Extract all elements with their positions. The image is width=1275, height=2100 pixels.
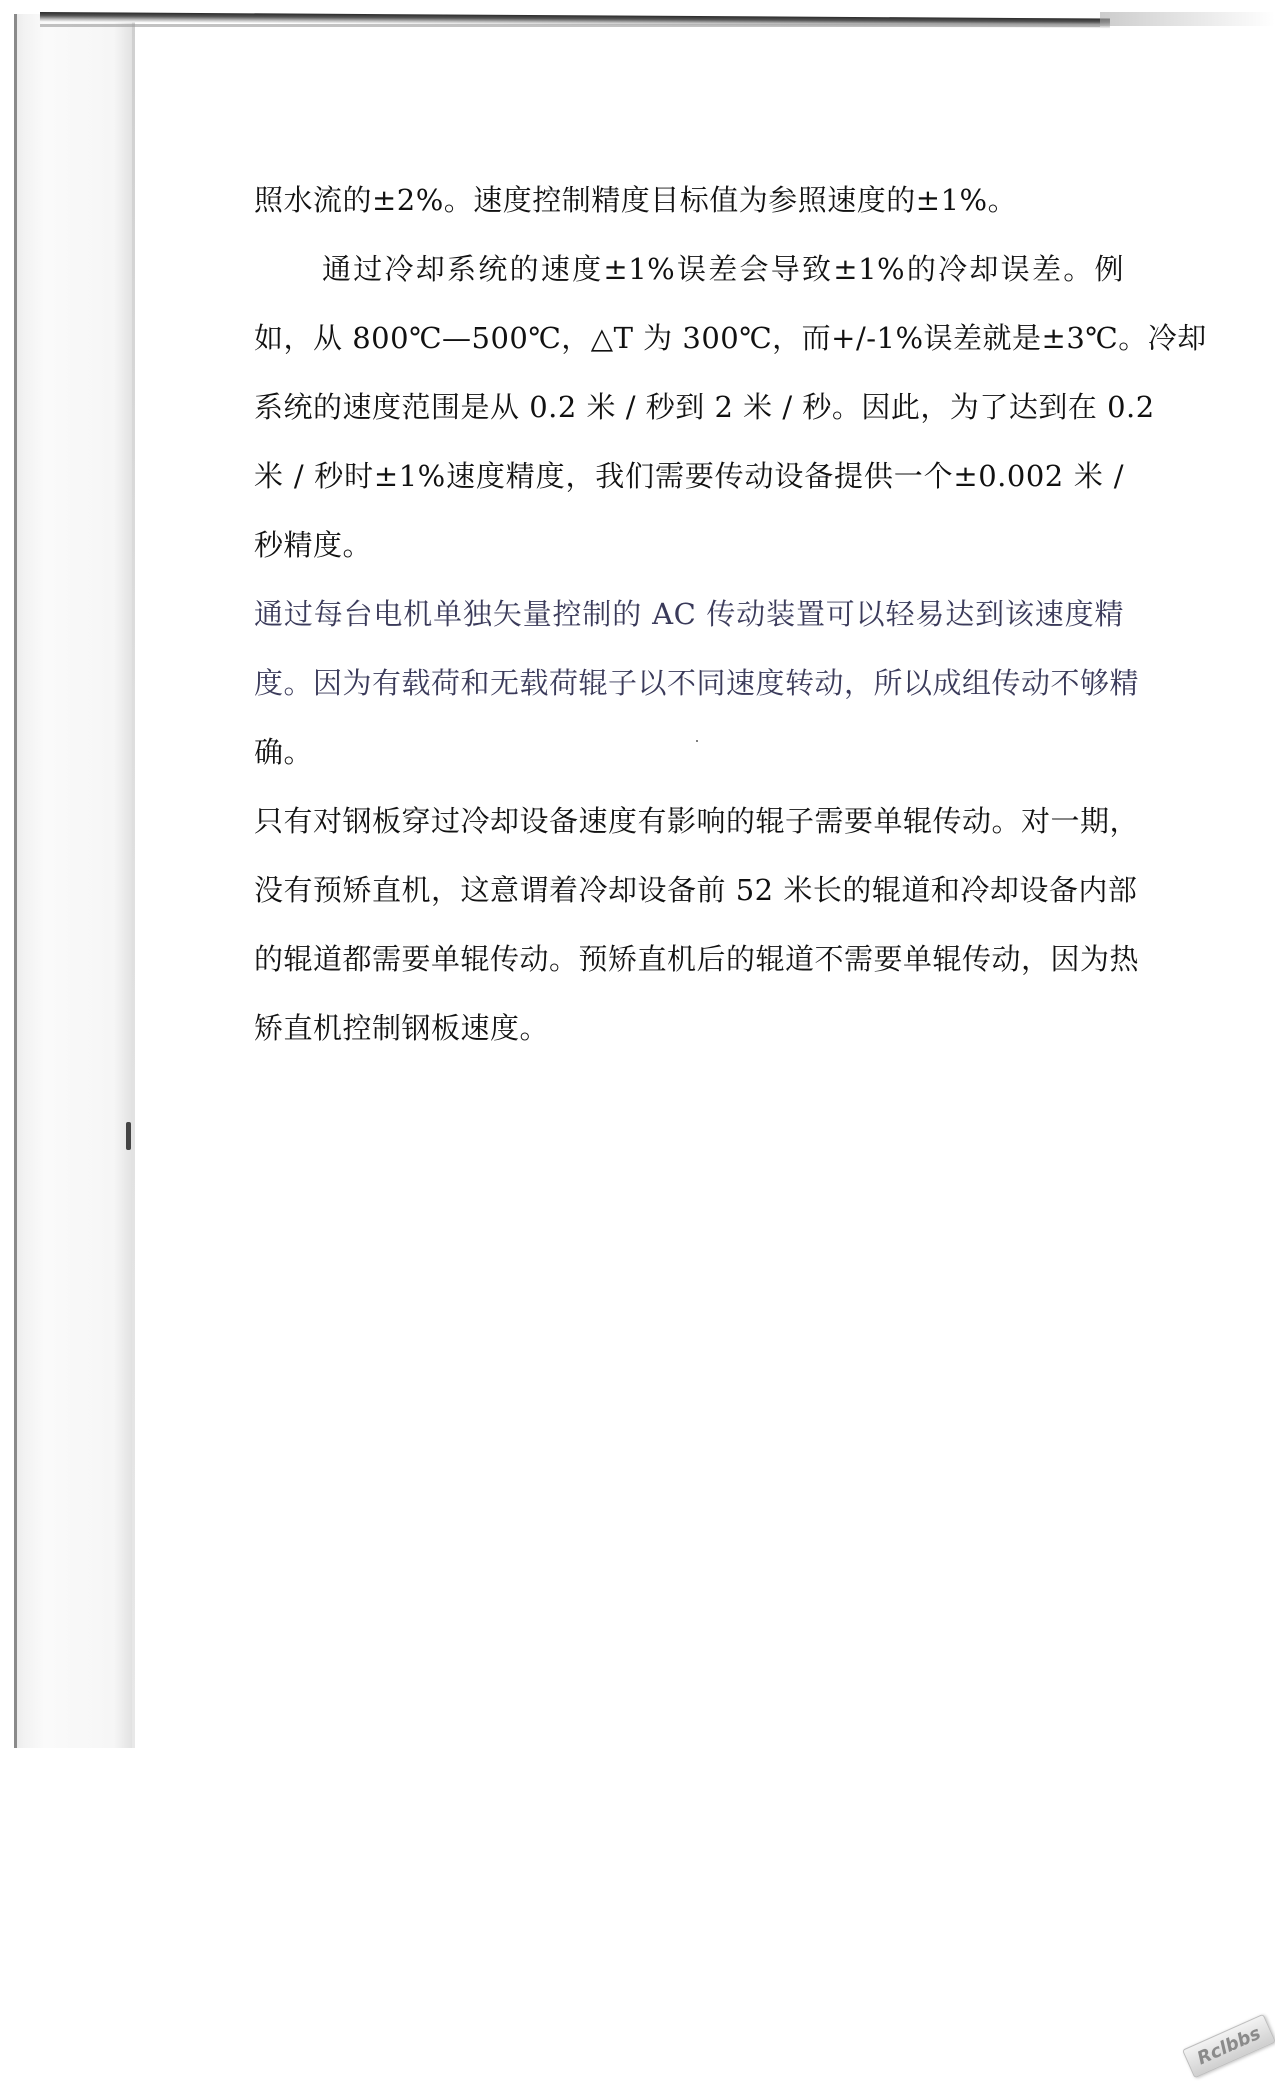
text-line: 系统的速度范围是从 0.2 米 / 秒到 2 米 / 秒。因此，为了达到在 0.2 <box>254 390 1155 424</box>
scan-speck <box>696 740 698 742</box>
scan-fold-line <box>132 20 135 1748</box>
text-line: 米 / 秒时±1%速度精度，我们需要传动设备提供一个±0.002 米 / <box>254 459 1124 493</box>
paragraph-first-line: 只有对钢板穿过冷却设备速度有影响的辊子需要单辊传动。对一期， <box>254 804 1140 838</box>
scan-binding-strip <box>14 14 134 1748</box>
paragraph-first-line: 通过每台电机单独矢量控制的 AC 传动装置可以轻易达到该速度精 <box>254 597 1124 631</box>
text-line: 矫直机控制钢板速度。 <box>254 1011 550 1045</box>
paragraph-first-line: 通过冷却系统的速度±1%误差会导致±1%的冷却误差。例 <box>322 252 1124 286</box>
scan-page-edge <box>14 14 17 1748</box>
text-line: 如，从 800℃—500℃，△T 为 300℃，而+/-1%误差就是±3℃。冷却 <box>254 321 1207 355</box>
scan-top-edge-shadow <box>40 24 1100 27</box>
text-line: 确。 <box>254 735 314 769</box>
scan-corner-shadow <box>1100 12 1275 26</box>
watermark-text: Rclbbs <box>1194 2022 1265 2070</box>
text-line: 没有预矫直机，这意谓着冷却设备前 52 米长的辊道和冷却设备内部 <box>254 873 1138 907</box>
watermark-logo <box>1182 2014 1275 2079</box>
text-line: 秒精度。 <box>254 528 373 562</box>
text-line: 的辊道都需要单辊传动。预矫直机后的辊道不需要单辊传动，因为热 <box>254 942 1140 976</box>
text-line: 度。因为有载荷和无载荷辊子以不同速度转动，所以成组传动不够精 <box>254 666 1140 700</box>
scan-mark <box>126 1122 131 1150</box>
text-line: 照水流的±2%。速度控制精度目标值为参照速度的±1%。 <box>254 183 1018 217</box>
